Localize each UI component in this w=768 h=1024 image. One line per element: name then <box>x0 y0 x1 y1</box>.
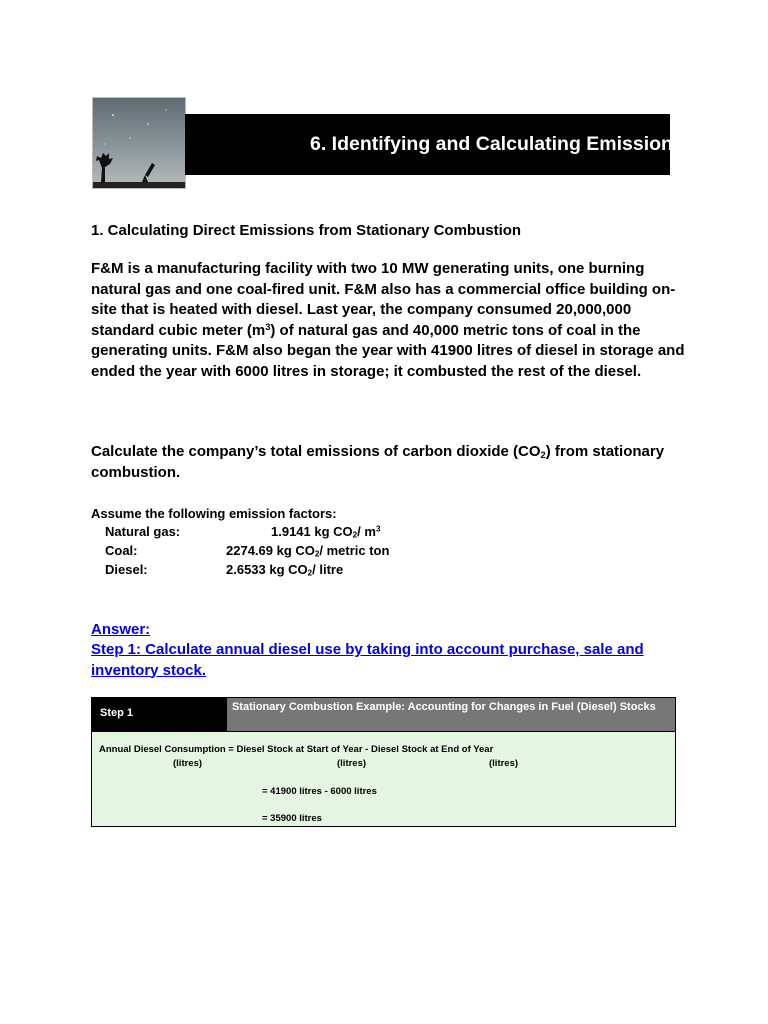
table-body <box>92 731 675 826</box>
factor-subscript: 2 <box>307 568 313 578</box>
question-statement <box>91 442 691 483</box>
table-title: Stationary Combustion Example: Accounting for Changes in Fuel (Diesel) Stocks <box>227 698 675 731</box>
section-heading: 1. Calculating Direct Emissions from Stationary Combustion <box>91 222 522 239</box>
problem-statement <box>91 259 691 382</box>
factor-name: Coal: <box>105 543 138 558</box>
factor-subscript: 2 <box>352 530 358 540</box>
factor-unit: / m <box>357 524 376 539</box>
problem-text-2: ) of natural gas and 40,000 metric tons of coal in the generating units. F&M also began the year with 41900 litres of diesel in storage and ended the year with 6000 litres in storage; it combusted the rest of the diesel. <box>91 321 685 380</box>
factor-value-text: 2274.69 kg CO <box>226 543 315 558</box>
chapter-header <box>93 98 684 188</box>
cubic-superscript: 3 <box>265 321 271 332</box>
step-label: Step 1 <box>92 698 227 731</box>
equation-line: Annual Diesel Consumption = Diesel Stock at Start of Year - Diesel Stock at End of Year <box>99 744 494 755</box>
factor-value <box>271 523 380 541</box>
step1-table <box>91 697 676 827</box>
factor-value-text: 2.6533 kg CO <box>226 562 308 577</box>
factor-unit: / metric ton <box>319 543 390 558</box>
header-photo <box>93 98 185 188</box>
problem-text-1: F&M is a manufacturing facility with two 10 MW generating units, one burning natural gas and one coal-fired unit. F&M also has a commercial office building on-site that is heated with diesel. Last year, the company consumed 20,000,000 standard cubic meter (m <box>91 260 676 339</box>
co2-subscript: 2 <box>540 449 546 460</box>
factor-subscript: 2 <box>314 549 320 559</box>
result-line: = 35900 litres <box>262 813 322 824</box>
chapter-title: 6. Identifying and Calculating Emissions <box>310 133 684 155</box>
answer-label: Answer: <box>91 621 151 638</box>
factor-superscript: 3 <box>375 524 381 534</box>
table-header <box>92 698 675 731</box>
factor-name: Natural gas: <box>105 524 181 539</box>
factor-value <box>226 542 389 560</box>
factor-value <box>226 561 343 579</box>
calculation-line: = 41900 litres - 6000 litres <box>262 786 377 797</box>
question-text-2: ) from stationary combustion. <box>91 443 665 481</box>
unit-label: (litres) <box>173 758 203 769</box>
question-text-1: Calculate the company’s total emissions of carbon dioxide (CO <box>91 443 541 460</box>
unit-label: (litres) <box>489 758 519 769</box>
step1-heading: Step 1: Calculate annual diesel use by taking into account purchase, sale and inventory stock. <box>91 641 644 679</box>
factors-intro: Assume the following emission factors: <box>91 506 337 521</box>
factor-name: Diesel: <box>105 562 148 577</box>
unit-label: (litres) <box>337 758 367 769</box>
night-sky-image <box>93 98 185 188</box>
factor-unit: / litre <box>312 562 344 577</box>
factor-value-text: 1.9141 kg CO <box>271 524 353 539</box>
